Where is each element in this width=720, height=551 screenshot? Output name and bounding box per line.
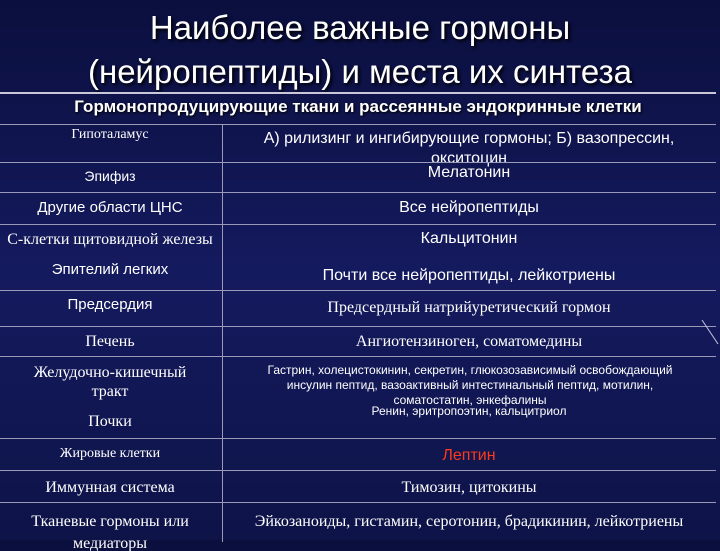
slide-title — [0, 6, 720, 94]
hormones-cell: Все нейропептиды — [399, 199, 539, 216]
hormones-table — [0, 92, 716, 551]
hormones-cell: Эйкозаноиды, гистамин, серотонин, брадикинин, лейкотриены — [254, 513, 684, 530]
tissue-cell: Желудочно-кишечный тракт — [33, 364, 187, 400]
hormones-cell: Тимозин, цитокины — [401, 479, 537, 496]
tissue-cell: Эпифиз — [84, 168, 136, 184]
tissue-cell: Другие области ЦНС — [37, 199, 183, 216]
table-row — [0, 470, 716, 505]
tissue-cell: Предсердия — [67, 296, 153, 313]
hormones-cell: Ангиотензиноген, соматомедины — [355, 333, 583, 350]
table-row — [0, 356, 716, 405]
table-row — [0, 438, 716, 473]
tissue-cell: Иммунная система — [45, 479, 175, 496]
title-line-2: (нейропептиды) и места их синтеза — [87, 53, 632, 90]
table-row — [0, 124, 716, 167]
hormones-cell: Почти все нейропептиды, лейкотриены — [322, 267, 616, 284]
hormones-cell: Гастрин, холецистокинин, секретин, глюкозозависимый освобождающий инсулин пептид, вазоактивный интестинальный пептид, мотилин, соматостатин, энкефалины — [267, 363, 673, 407]
hormones-cell: А) рилизинг и ингибирующие гормоны; Б) вазопрессин, окситоцин — [263, 130, 675, 167]
tissue-cell: Гипоталамус — [71, 127, 149, 142]
table-row — [0, 404, 716, 434]
hormones-cell: Кальцитонин — [420, 230, 518, 247]
leptin-cell: Лептин — [442, 447, 496, 464]
hormones-cell: Предсердный натрийуретический гормон — [327, 299, 611, 316]
title-line-1: Наиболее важные гормоны — [149, 9, 571, 46]
table-row — [0, 224, 716, 257]
table-row — [0, 290, 716, 327]
table-row — [0, 192, 716, 223]
tissue-cell: Эпителий легких — [51, 261, 169, 278]
tissue-cell: Тканевые гормоны или медиаторы — [31, 513, 189, 551]
table-row — [0, 326, 716, 357]
table-row — [0, 502, 716, 551]
hormones-cell: Мелатонин — [427, 164, 511, 181]
decorative-stroke — [700, 318, 720, 348]
tissue-cell: Печень — [85, 333, 135, 350]
tissue-cell: Почки — [88, 413, 132, 430]
table-header: Гормонопродуцирующие ткани и рассеянные эндокринные клетки — [74, 97, 642, 116]
tissue-cell: Жировые клетки — [59, 446, 161, 461]
table-row — [0, 162, 716, 191]
hormones-cell: Ренин, эритропоэтин, кальцитриол — [371, 404, 567, 418]
tissue-cell: С-клетки щитовидной железы — [7, 231, 213, 248]
table-row — [0, 260, 716, 294]
